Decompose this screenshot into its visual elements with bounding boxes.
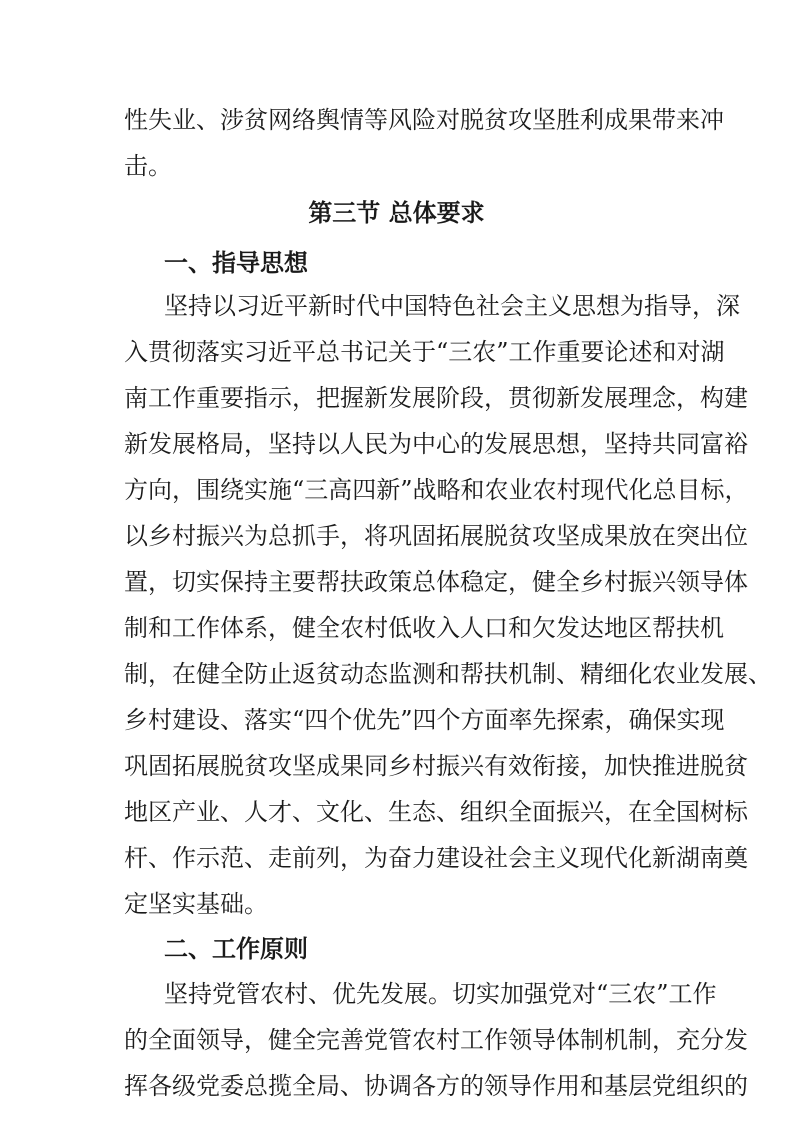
body-text-line: 南工作重要指示，把握新发展阶段，贯彻新发展理念，构建	[124, 384, 748, 412]
body-text-line: 制和工作体系，健全农村低收入人口和欠发达地区帮扶机	[124, 614, 724, 642]
body-text-line: 新发展格局，坚持以人民为中心的发展思想，坚持共同富裕	[124, 430, 748, 458]
body-text-line: 以乡村振兴为总抓手，将巩固拓展脱贫攻坚成果放在突出位	[124, 522, 748, 550]
work-principles-heading: 二、工作原则	[164, 935, 308, 963]
body-text-line: 坚持以习近平新时代中国特色社会主义思想为指导，深	[164, 292, 740, 320]
body-text-line: 巩固拓展脱贫攻坚成果同乡村振兴有效衔接，加快推进脱贫	[124, 752, 748, 780]
body-text-line: 的全面领导，健全完善党管农村工作领导体制机制，充分发	[124, 1026, 748, 1054]
body-text-line: 地区产业、人才、文化、生态、组织全面振兴，在全国树标	[124, 798, 748, 826]
body-text-line: 制，在健全防止返贫动态监测和帮扶机制、精细化农业发展、	[124, 660, 772, 688]
body-text-line: 性失业、涉贫网络舆情等风险对脱贫攻坚胜利成果带来冲	[124, 106, 724, 134]
body-text-line: 杆、作示范、走前列，为奋力建设社会主义现代化新湖南奠	[124, 844, 748, 872]
body-text-line: 入贯彻落实习近平总书记关于“三农”工作重要论述和对湖	[124, 338, 725, 366]
guiding-ideology-heading: 一、指导思想	[164, 249, 308, 277]
body-text-line: 方向，围绕实施“三高四新”战略和农业农村现代化总目标，	[124, 476, 749, 504]
section-title: 第三节 总体要求	[308, 199, 485, 227]
body-text-line: 击。	[124, 152, 172, 180]
body-text-line: 坚持党管农村、优先发展。切实加强党对“三农”工作	[164, 980, 717, 1008]
body-text-line: 乡村建设、落实“四个优先”四个方面率先探索，确保实现	[124, 706, 725, 734]
body-text-line: 定坚实基础。	[124, 890, 268, 918]
body-text-line: 挥各级党委总揽全局、协调各方的领导作用和基层党组织的	[124, 1072, 748, 1100]
body-text-line: 置，切实保持主要帮扶政策总体稳定，健全乡村振兴领导体	[124, 568, 748, 596]
